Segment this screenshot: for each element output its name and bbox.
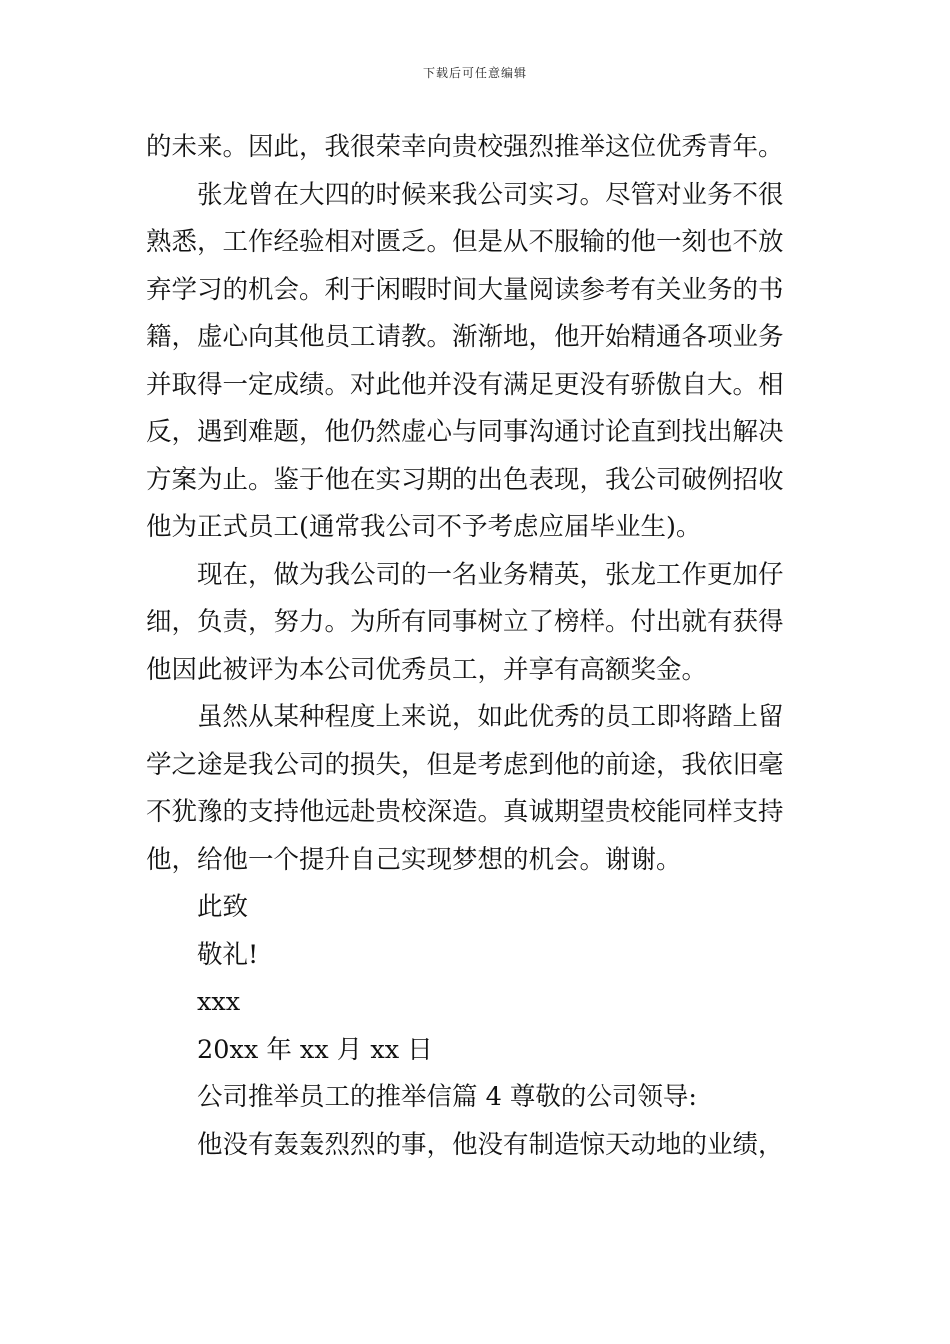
next-letter-title: 公司推举员工的推举信篇 4 尊敬的公司领导: [197, 1082, 698, 1112]
text-line: 学之途是我公司的损失，但是考虑到他的前途，我依旧毫 [146, 749, 784, 780]
regards: 敬礼! [197, 939, 259, 970]
text-line: 籍，虚心向其他员工请教。渐渐地，他开始精通各项业务 [146, 322, 784, 352]
signature: xxx [197, 987, 241, 1017]
next-letter-first-line: 他没有轰轰烈烈的事，他没有制造惊天动地的业绩， [197, 1129, 784, 1160]
text-line: 反，遇到难题，他仍然虚心与同事沟通讨论直到找出解决 [146, 417, 784, 447]
text-line: 弃学习的机会。利于闲暇时间大量阅读参考有关业务的书 [146, 274, 784, 305]
text-line: 他，给他一个提升自己实现梦想的机会。谢谢。 [146, 844, 682, 875]
text-line: 张龙曾在大四的时候来我公司实习。尽管对业务不很 [197, 179, 784, 210]
page-header: 下载后可任意编辑 [422, 66, 527, 80]
text-line: 他为正式员工(通常我公司不予考虑应届毕业生)。 [146, 512, 702, 542]
text-line: 他因此被评为本公司优秀员工，并享有高额奖金。 [146, 654, 708, 685]
salutation: 此致 [197, 892, 249, 922]
text-line: 现在，做为我公司的一名业务精英，张龙工作更加仔 [197, 559, 784, 590]
letter-date: 20xx 年 xx 月 xx 日 [197, 1034, 433, 1065]
text-line: 并取得一定成绩。对此他并没有满足更没有骄傲自大。相 [146, 369, 784, 400]
paragraph-2 [146, 172, 808, 552]
paragraph-1 [146, 124, 808, 172]
paragraph-4 [146, 694, 808, 884]
letter-body [146, 124, 808, 1169]
text-line: 不犹豫的支持他远赴贵校深造。真诚期望贵校能同样支持 [146, 797, 784, 827]
text-line: 虽然从某种程度上来说，如此优秀的员工即将踏上留 [197, 702, 784, 732]
text-line: 的未来。因此，我很荣幸向贵校强烈推举这位优秀青年。 [146, 132, 784, 162]
text-line: 方案为止。鉴于他在实习期的出色表现，我公司破例招收 [146, 464, 784, 495]
paragraph-3 [146, 552, 808, 695]
text-line: 熟悉，工作经验相对匮乏。但是从不服输的他一刻也不放 [146, 227, 784, 257]
text-line: 细，负责，努力。为所有同事树立了榜样。付出就有获得 [146, 607, 784, 637]
